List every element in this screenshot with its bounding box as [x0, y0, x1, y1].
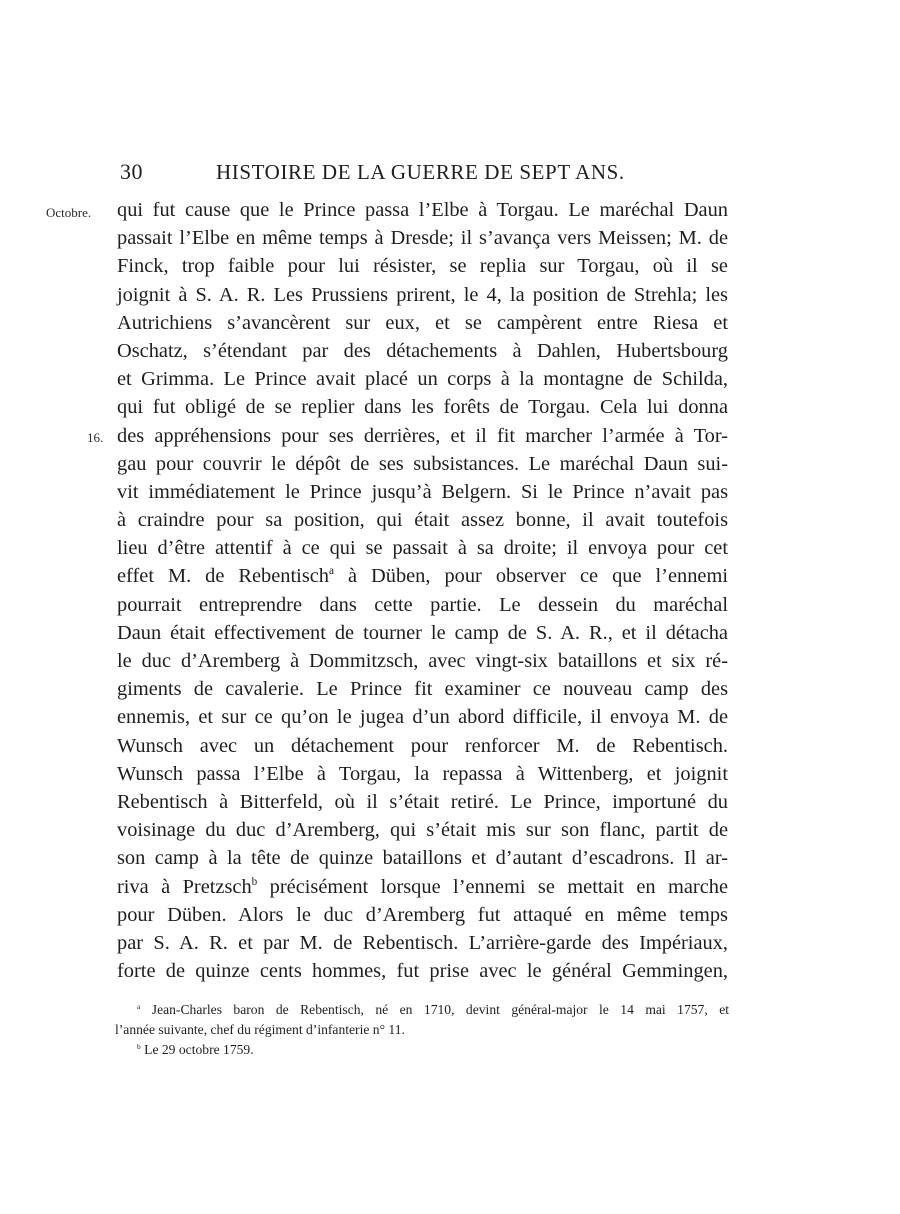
- footnote-ref-b: b: [251, 875, 258, 888]
- text-segment: précisément lorsque l’ennemi se mettait en marche: [257, 875, 728, 898]
- text-line: Wunsch passa l’Elbe à Torgau, la repassa à Wittenberg, et joignit: [117, 762, 728, 785]
- footnotes: [115, 1000, 729, 1060]
- running-title: HISTOIRE DE LA GUERRE DE SEPT ANS.: [216, 160, 625, 184]
- text-segment: effet M. de Rebentisch: [117, 565, 330, 588]
- text-line: passait l’Elbe en même temps à Dresde; il s’avança vers Meissen; M. de: [117, 227, 728, 250]
- text-line: ennemis, et sur ce qu’on le jugea d’un abord difficile, il envoya M. de: [117, 706, 728, 729]
- text-line: giments de cavalerie. Le Prince fit examiner ce nouveau camp des: [117, 678, 728, 701]
- margin-note-month: Octobre.: [46, 205, 92, 220]
- text-line: vit immédiatement le Prince jusqu’à Belgern. Si le Prince n’avait pas: [117, 480, 728, 503]
- text-line: à craindre pour sa position, qui était assez bonne, il avait toutefois: [117, 509, 728, 532]
- page-number: 30: [120, 159, 143, 184]
- text-line: pour Düben. Alors le duc d’Aremberg fut attaqué en même temps: [117, 903, 728, 926]
- text-line: et Grimma. Le Prince avait placé un corps à la montagne de Schilda,: [117, 368, 728, 391]
- footnote-b: [115, 1040, 729, 1060]
- text-line-with-note-a: [117, 562, 728, 590]
- text-line: qui fut obligé de se replier dans les forêts de Torgau. Cela lui donna: [117, 396, 728, 419]
- text-line: qui fut cause que le Prince passa l’Elbe à Torgau. Le maréchal Daun: [117, 199, 728, 221]
- text-line: Oschatz, s’étendant par des détachements à Dahlen, Hubertsbourg: [117, 339, 728, 362]
- text-line: joignit à S. A. R. Les Prussiens prirent, le 4, la position de Strehla; les: [117, 283, 728, 306]
- text-line: Daun était effectivement de tourner le camp de S. A. R., et il détacha: [117, 621, 728, 644]
- text-line: Rebentisch à Bitterfeld, où il s’était retiré. Le Prince, importuné du: [117, 790, 728, 813]
- text-line: gau pour couvrir le dépôt de ses subsistances. Le maréchal Daun sui-: [117, 452, 728, 475]
- text-line: par S. A. R. et par M. de Rebentisch. L’arrière-garde des Impériaux,: [117, 931, 728, 954]
- text-line: Finck, trop faible pour lui résister, se replia sur Torgau, où il se: [117, 255, 728, 278]
- footnote-text: Le 29 octobre 1759.: [144, 1042, 254, 1057]
- text-line: lieu d’être attentif à ce qui se passait à sa droite; il envoya pour cet: [117, 537, 728, 560]
- body-text: [117, 196, 728, 985]
- text-line: forte de quinze cents hommes, fut prise avec le général Gemmingen,: [117, 960, 728, 983]
- text-line: voisinage du duc d’Aremberg, qui s’était mis sur son flanc, partit de: [117, 819, 728, 842]
- text-segment: riva à Pretzsch: [117, 875, 252, 898]
- text-line: le duc d’Aremberg à Dommitzsch, avec vingt-six bataillons et six ré-: [117, 650, 728, 672]
- text-line: pourrait entreprendre dans cette partie. Le dessein du maréchal: [117, 593, 728, 616]
- text-line: Autrichiens s’avancèrent sur eux, et se campèrent entre Riesa et: [117, 311, 728, 334]
- footnote-a-continued: l’année suivante, chef du régiment d’infanterie n° 11.: [115, 1022, 405, 1037]
- text-line: son camp à la tête de quinze bataillons et d’autant d’escadrons. Il ar-: [117, 847, 728, 870]
- footnote-marker-a: a: [137, 1001, 141, 1011]
- text-line: des appréhensions pour ses derrières, et il fit marcher l’armée à Tor-: [117, 424, 728, 447]
- margin-note-day: 16.: [87, 430, 104, 445]
- page-header: [116, 155, 728, 189]
- text-line: Wunsch avec un détachement pour renforcer M. de Rebentisch.: [117, 734, 728, 757]
- footnote-a: [115, 1000, 729, 1020]
- footnote-marker-b: b: [137, 1041, 141, 1051]
- footnote-ref-a: a: [329, 565, 334, 578]
- text-segment: à Düben, pour observer ce que l’ennemi: [334, 565, 728, 588]
- text-line-with-note-b: [117, 873, 728, 901]
- footnote-text: Jean-Charles baron de Rebentisch, né en 1710, devint général-major le 14 mai 1757, et: [151, 1002, 729, 1017]
